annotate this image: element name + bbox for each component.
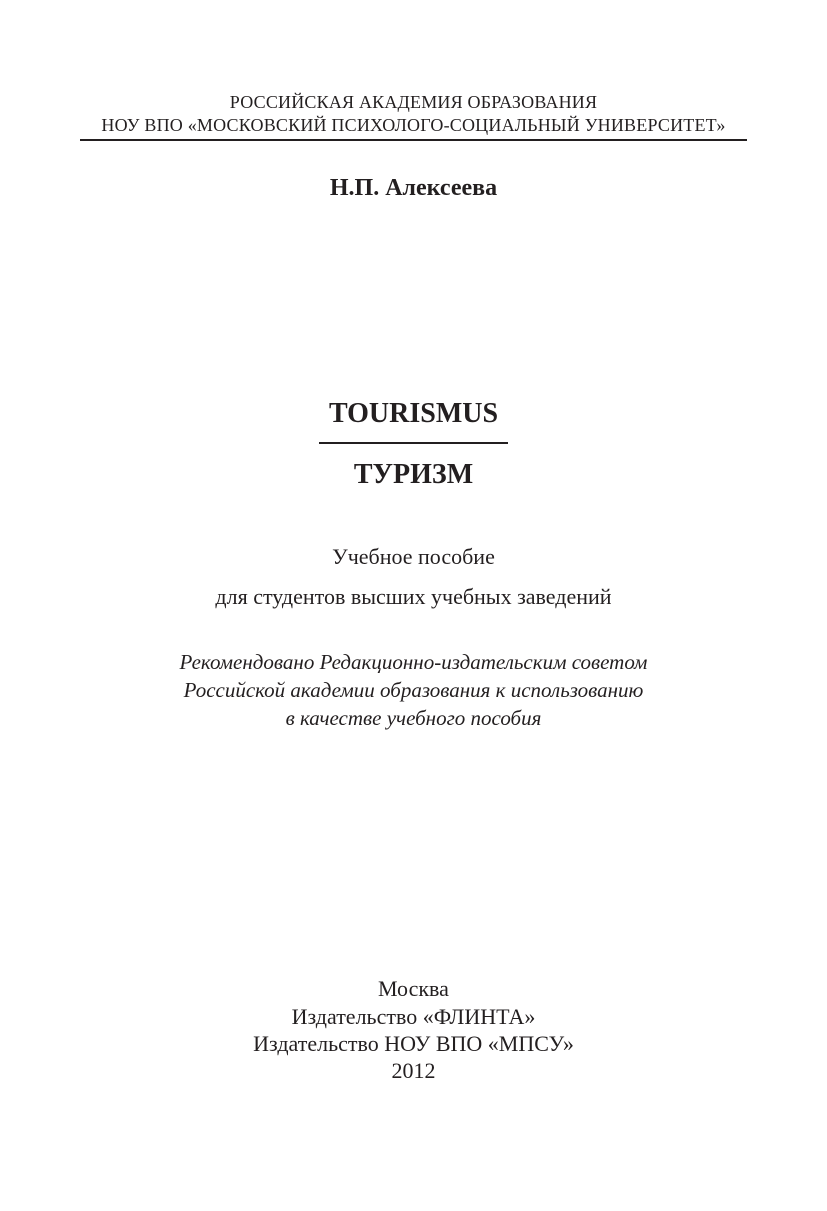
recommendation-line-2: Российской академии образования к использованию	[183, 678, 644, 702]
imprint-publisher-2: Издательство НОУ ВПО «МПСУ»	[253, 1031, 574, 1056]
title-german: TOURISMUS	[328, 398, 499, 429]
institution-line-2: НОУ ВПО «МОСКОВСКИЙ ПСИХОЛОГО-СОЦИАЛЬНЫЙ УНИВЕРСИТЕТ»	[101, 115, 726, 135]
imprint-year: 2012	[391, 1058, 436, 1083]
imprint-city: Москва	[378, 976, 449, 1001]
imprint-publisher-1: Издательство «ФЛИНТА»	[291, 1004, 536, 1029]
header-divider	[80, 139, 747, 141]
institution-line-1: РОССИЙСКАЯ АКАДЕМИЯ ОБРАЗОВАНИЯ	[229, 92, 598, 112]
title-russian: ТУРИЗМ	[353, 459, 474, 490]
recommendation-line-3: в качестве учебного пособия	[285, 706, 542, 730]
subtitle-line-2: для студентов высших учебных заведений	[215, 584, 612, 609]
recommendation-line-1: Рекомендовано Редакционно-издательским советом	[179, 650, 648, 674]
author-name: Н.П. Алексеева	[329, 175, 498, 201]
subtitle-line-1: Учебное пособие	[332, 544, 495, 569]
title-divider	[319, 442, 508, 444]
